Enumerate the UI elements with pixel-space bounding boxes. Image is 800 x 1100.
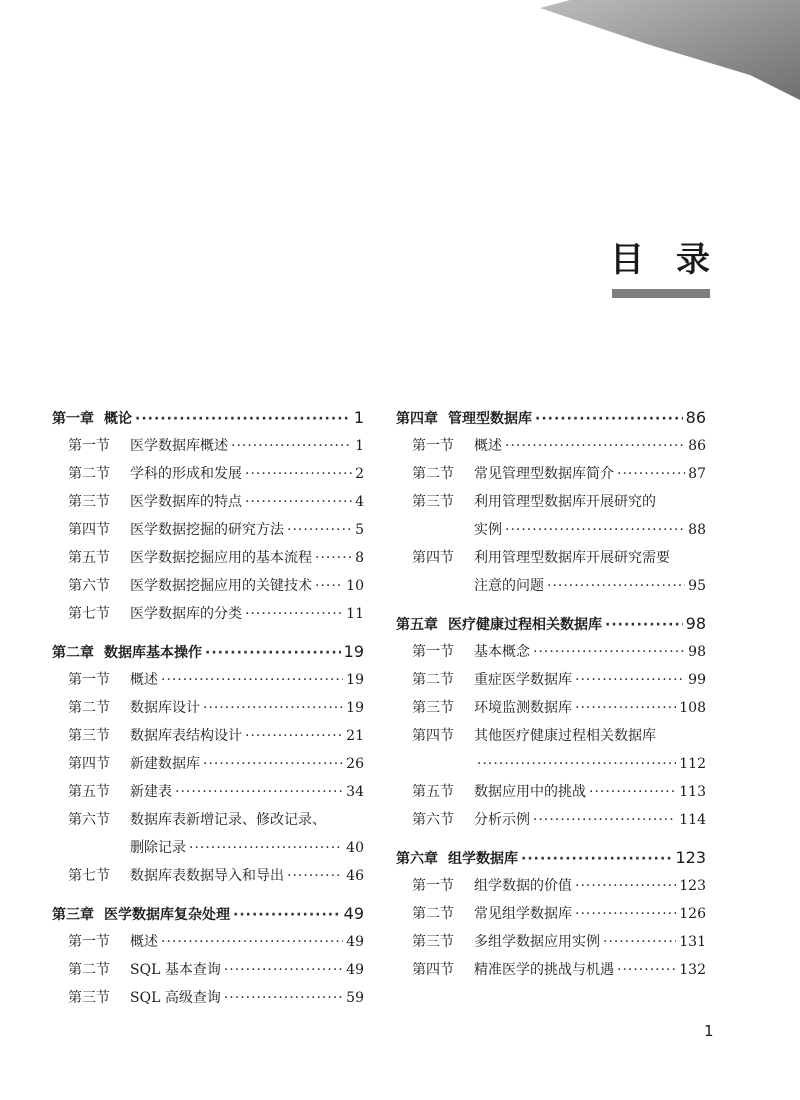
section-title: 新建数据库 — [130, 756, 200, 772]
section-page: 98 — [688, 644, 706, 660]
chapter-number: 第三章 — [52, 907, 94, 923]
section-number: 第七节 — [68, 606, 110, 622]
leader-dots — [205, 639, 341, 667]
chapter-entry — [396, 610, 706, 638]
section-entry — [52, 544, 364, 572]
chapter-title: 组学数据库 — [448, 851, 518, 867]
section-page: 123 — [679, 878, 706, 894]
section-entry — [52, 516, 364, 544]
section-page: 8 — [355, 550, 364, 566]
chapter-spacer — [52, 628, 364, 638]
chapter-number: 第四章 — [396, 411, 438, 427]
leader-dots — [245, 460, 352, 488]
leader-dots — [231, 432, 352, 460]
section-title: 数据应用中的挑战 — [474, 784, 586, 800]
section-page: 95 — [688, 578, 706, 594]
chapter-page: 86 — [685, 408, 706, 427]
chapter-number: 第六章 — [396, 851, 438, 867]
section-entry — [396, 460, 706, 488]
section-title: 数据库表数据导入和导出 — [130, 868, 284, 884]
section-title: 重症医学数据库 — [474, 672, 572, 688]
section-entry — [52, 778, 364, 806]
toc-right-column — [396, 404, 706, 984]
section-page: 87 — [688, 466, 706, 482]
section-number: 第七节 — [68, 868, 110, 884]
section-number: 第三节 — [68, 990, 110, 1006]
leader-dots — [203, 750, 343, 778]
section-title: 其他医疗健康过程相关数据库 — [474, 728, 656, 744]
chapter-page: 19 — [343, 642, 364, 661]
section-page: 112 — [679, 756, 706, 772]
section-title: 医学数据库的分类 — [130, 606, 242, 622]
section-entry-continued — [396, 572, 706, 600]
section-page: 11 — [346, 606, 364, 622]
section-title-continued: 实例 — [474, 522, 502, 538]
scan-shadow — [500, 0, 800, 110]
leader-dots — [617, 956, 676, 984]
section-entry — [52, 666, 364, 694]
section-entry — [396, 432, 706, 460]
section-page: 113 — [679, 784, 706, 800]
section-page: 5 — [355, 522, 364, 538]
section-number: 第二节 — [412, 906, 454, 922]
section-number: 第四节 — [412, 550, 454, 566]
section-title: 数据库表新增记录、修改记录、 — [130, 812, 326, 828]
leader-dots — [575, 872, 676, 900]
section-title: 利用管理型数据库开展研究需要 — [474, 550, 670, 566]
section-title: 基本概念 — [474, 644, 530, 660]
section-page: 2 — [355, 466, 364, 482]
section-page: 132 — [679, 962, 706, 978]
section-page: 19 — [346, 700, 364, 716]
section-page: 114 — [679, 812, 706, 828]
section-number: 第四节 — [412, 962, 454, 978]
section-entry — [52, 572, 364, 600]
section-entry-continued — [52, 834, 364, 862]
section-number: 第六节 — [412, 812, 454, 828]
section-entry — [396, 900, 706, 928]
section-entry — [396, 544, 706, 572]
section-title: 常见管理型数据库简介 — [474, 466, 614, 482]
leader-dots — [603, 928, 676, 956]
leader-dots — [605, 611, 683, 639]
section-number: 第五节 — [412, 784, 454, 800]
section-entry — [52, 956, 364, 984]
section-title: 医学数据库的特点 — [130, 494, 242, 510]
chapter-spacer — [396, 834, 706, 844]
section-title: SQL 基本查询 — [130, 962, 221, 978]
section-entry — [396, 778, 706, 806]
leader-dots — [175, 778, 343, 806]
leader-dots — [535, 405, 683, 433]
section-title: 分析示例 — [474, 812, 530, 828]
chapter-number: 第二章 — [52, 645, 94, 661]
section-title: 医学数据挖掘应用的关键技术 — [130, 578, 312, 594]
section-page: 1 — [355, 438, 364, 454]
leader-dots — [477, 750, 676, 778]
leader-dots — [203, 694, 343, 722]
chapter-entry — [52, 404, 364, 432]
section-entry — [52, 750, 364, 778]
section-entry — [52, 488, 364, 516]
section-title: 精准医学的挑战与机遇 — [474, 962, 614, 978]
section-entry — [396, 666, 706, 694]
section-title: 医学数据库概述 — [130, 438, 228, 454]
section-number: 第一节 — [68, 672, 110, 688]
section-number: 第二节 — [68, 962, 110, 978]
section-page: 88 — [688, 522, 706, 538]
chapter-title: 数据库基本操作 — [104, 645, 202, 661]
chapter-spacer — [52, 890, 364, 900]
section-title: 新建表 — [130, 784, 172, 800]
section-page: 34 — [346, 784, 364, 800]
toc-title-char-1: 目 — [610, 240, 644, 280]
section-title: 组学数据的价值 — [474, 878, 572, 894]
leader-dots — [315, 544, 352, 572]
section-title: 环境监测数据库 — [474, 700, 572, 716]
section-title: 概述 — [474, 438, 502, 454]
section-page: 49 — [346, 934, 364, 950]
leader-dots — [245, 600, 343, 628]
chapter-page: 123 — [675, 848, 706, 867]
section-number: 第一节 — [412, 438, 454, 454]
section-page: 46 — [346, 868, 364, 884]
chapter-title: 医疗健康过程相关数据库 — [448, 617, 602, 633]
leader-dots — [245, 488, 352, 516]
section-title-continued: 删除记录 — [130, 840, 186, 856]
section-page: 21 — [346, 728, 364, 744]
section-number: 第四节 — [68, 522, 110, 538]
section-number: 第一节 — [412, 644, 454, 660]
section-title: 学科的形成和发展 — [130, 466, 242, 482]
leader-dots — [617, 460, 685, 488]
chapter-title: 管理型数据库 — [448, 411, 532, 427]
section-entry — [396, 694, 706, 722]
section-title: 数据库表结构设计 — [130, 728, 242, 744]
section-entry — [52, 600, 364, 628]
toc-title — [610, 238, 710, 282]
section-title: 概述 — [130, 934, 158, 950]
section-page: 49 — [346, 962, 364, 978]
section-number: 第一节 — [412, 878, 454, 894]
section-page: 86 — [688, 438, 706, 454]
section-entry — [52, 806, 364, 834]
section-entry — [52, 928, 364, 956]
chapter-title: 概论 — [104, 411, 132, 427]
leader-dots — [224, 984, 343, 1012]
chapter-page: 98 — [685, 614, 706, 633]
section-number: 第三节 — [412, 934, 454, 950]
chapter-title: 医学数据库复杂处理 — [104, 907, 230, 923]
chapter-number: 第一章 — [52, 411, 94, 427]
leader-dots — [315, 572, 343, 600]
toc-left-column — [52, 404, 364, 1012]
section-page: 10 — [346, 578, 364, 594]
section-title: 利用管理型数据库开展研究的 — [474, 494, 656, 510]
section-number: 第二节 — [412, 466, 454, 482]
leader-dots — [224, 956, 343, 984]
leader-dots — [245, 722, 343, 750]
leader-dots — [161, 666, 343, 694]
leader-dots — [287, 516, 352, 544]
section-title: 医学数据挖掘应用的基本流程 — [130, 550, 312, 566]
leader-dots — [533, 638, 685, 666]
section-title: 常见组学数据库 — [474, 906, 572, 922]
section-title: 概述 — [130, 672, 158, 688]
section-number: 第二节 — [68, 700, 110, 716]
section-number: 第三节 — [68, 494, 110, 510]
section-number: 第三节 — [412, 700, 454, 716]
leader-dots — [575, 694, 676, 722]
section-entry-continued — [396, 750, 706, 778]
chapter-entry — [52, 638, 364, 666]
leader-dots — [161, 928, 343, 956]
section-number: 第二节 — [68, 466, 110, 482]
section-number: 第二节 — [412, 672, 454, 688]
section-entry — [52, 862, 364, 890]
leader-dots — [233, 901, 341, 929]
section-page: 108 — [679, 700, 706, 716]
section-number: 第五节 — [68, 550, 110, 566]
leader-dots — [505, 432, 685, 460]
section-number: 第一节 — [68, 934, 110, 950]
section-page: 99 — [688, 672, 706, 688]
section-number: 第三节 — [68, 728, 110, 744]
section-entry — [52, 432, 364, 460]
section-page: 4 — [355, 494, 364, 510]
title-underline — [612, 289, 710, 298]
section-entry — [396, 488, 706, 516]
section-page: 126 — [679, 906, 706, 922]
section-entry — [396, 806, 706, 834]
leader-dots — [575, 666, 685, 694]
section-number: 第六节 — [68, 578, 110, 594]
section-entry — [52, 722, 364, 750]
section-title: SQL 高级查询 — [130, 990, 221, 1006]
section-page: 131 — [679, 934, 706, 950]
section-page: 40 — [346, 840, 364, 856]
section-number: 第五节 — [68, 784, 110, 800]
leader-dots — [135, 405, 351, 433]
section-entry — [52, 460, 364, 488]
chapter-entry — [52, 900, 364, 928]
section-entry — [396, 638, 706, 666]
leader-dots — [533, 806, 676, 834]
section-number: 第三节 — [412, 494, 454, 510]
chapter-page: 1 — [353, 408, 364, 427]
section-title: 数据库设计 — [130, 700, 200, 716]
section-page: 26 — [346, 756, 364, 772]
chapter-entry — [396, 404, 706, 432]
section-entry — [52, 984, 364, 1012]
leader-dots — [189, 834, 343, 862]
section-entry — [396, 872, 706, 900]
chapter-number: 第五章 — [396, 617, 438, 633]
section-page: 19 — [346, 672, 364, 688]
leader-dots — [505, 516, 685, 544]
section-entry-continued — [396, 516, 706, 544]
section-number: 第四节 — [412, 728, 454, 744]
section-number: 第四节 — [68, 756, 110, 772]
section-number: 第六节 — [68, 812, 110, 828]
leader-dots — [287, 862, 343, 890]
section-entry — [396, 928, 706, 956]
chapter-entry — [396, 844, 706, 872]
section-title: 医学数据挖掘的研究方法 — [130, 522, 284, 538]
section-number: 第一节 — [68, 438, 110, 454]
leader-dots — [521, 845, 672, 873]
leader-dots — [575, 900, 676, 928]
chapter-page: 49 — [343, 904, 364, 923]
leader-dots — [547, 572, 685, 600]
section-entry — [52, 694, 364, 722]
section-title: 多组学数据应用实例 — [474, 934, 600, 950]
toc-title-char-2: 录 — [676, 240, 710, 280]
section-entry — [396, 722, 706, 750]
section-entry — [396, 956, 706, 984]
leader-dots — [589, 778, 676, 806]
page-number: 1 — [704, 1022, 714, 1040]
section-title-continued: 注意的问题 — [474, 578, 544, 594]
section-page: 59 — [346, 990, 364, 1006]
chapter-spacer — [396, 600, 706, 610]
